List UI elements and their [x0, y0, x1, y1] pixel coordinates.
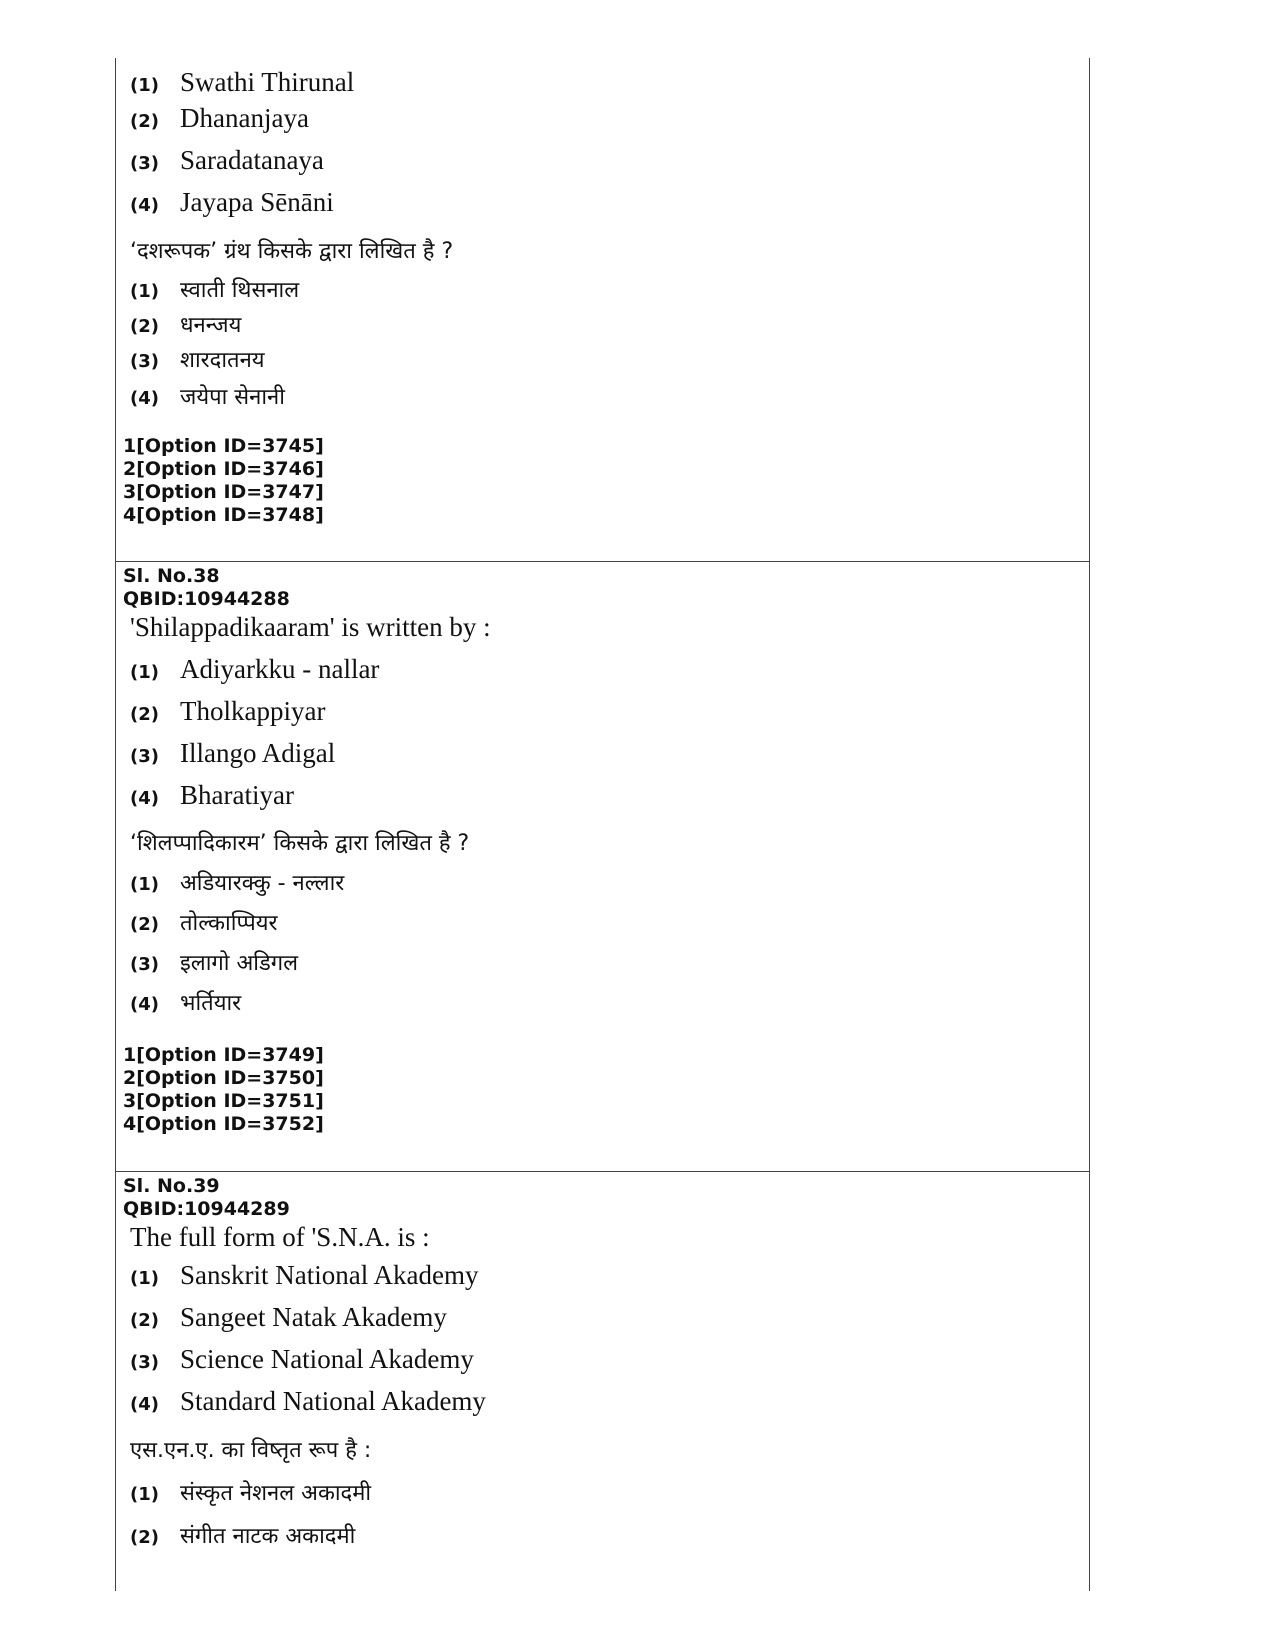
option-hi-2 — [130, 907, 277, 937]
option-hi-2 — [130, 309, 241, 339]
option-id-list — [123, 435, 324, 527]
option-id: 3[Option ID=3747] — [123, 481, 324, 503]
option-en-1 — [130, 654, 379, 685]
option-number: (1) — [130, 1268, 159, 1289]
question-38 — [116, 562, 1089, 1172]
option-id: 2[Option ID=3746] — [123, 458, 324, 480]
option-en-3 — [130, 1344, 474, 1375]
option-number: (2) — [130, 1310, 159, 1331]
question-header — [123, 1175, 290, 1221]
option-hi-1 — [130, 274, 299, 304]
option-number: (4) — [130, 195, 159, 216]
option-number: (3) — [130, 954, 159, 975]
option-en-2 — [130, 103, 309, 134]
option-hi-1 — [130, 867, 344, 897]
option-hi-2 — [130, 1520, 355, 1550]
option-text: Jayapa Sēnāni — [180, 187, 334, 217]
option-text: Tholkappiyar — [180, 696, 326, 726]
option-text: Adiyarkku - nallar — [180, 654, 380, 684]
option-number: (2) — [130, 316, 159, 337]
option-number: (4) — [130, 994, 159, 1015]
option-hi-4 — [130, 381, 285, 411]
option-en-4 — [130, 1386, 486, 1417]
option-id: 4[Option ID=3752] — [123, 1113, 324, 1135]
option-number: (1) — [130, 281, 159, 302]
option-number: (2) — [130, 914, 159, 935]
option-en-2 — [130, 696, 325, 727]
option-text: स्वाती थिसनाल — [180, 278, 300, 303]
serial-number: Sl. No.38 — [123, 565, 220, 587]
option-en-1 — [130, 1260, 478, 1291]
question-header — [123, 565, 290, 611]
option-text: Standard National Akademy — [180, 1386, 486, 1416]
option-en-3 — [130, 145, 324, 176]
option-number: (1) — [130, 662, 159, 683]
option-number: (3) — [130, 153, 159, 174]
option-hi-4 — [130, 987, 241, 1017]
question-text-hindi: ‘दशरूपक’ ग्रंथ किसके द्वारा लिखित है ? — [130, 239, 454, 264]
option-text: Sanskrit National Akademy — [180, 1260, 479, 1290]
question-paper-frame — [115, 58, 1090, 1591]
question-text-hindi: ‘शिलप्पादिकारम’ किसके द्वारा लिखित है ? — [130, 831, 470, 856]
option-text: Dhananjaya — [180, 103, 309, 133]
option-text: शारदातनय — [180, 348, 265, 373]
question-39 — [116, 1172, 1089, 1590]
question-37 — [116, 58, 1089, 595]
option-text: भर्तियार — [180, 991, 242, 1016]
option-number: (4) — [130, 1394, 159, 1415]
option-text: Swathi Thirunal — [180, 67, 355, 97]
option-text: Sangeet Natak Akademy — [180, 1302, 447, 1332]
option-number: (2) — [130, 704, 159, 725]
option-text: संगीत नाटक अकादमी — [180, 1524, 356, 1549]
option-id: 3[Option ID=3751] — [123, 1090, 324, 1112]
option-number: (1) — [130, 874, 159, 895]
option-number: (2) — [130, 111, 159, 132]
option-text: Science National Akademy — [180, 1344, 474, 1374]
option-id: 1[Option ID=3749] — [123, 1044, 324, 1066]
qbid: QBID:10944289 — [123, 1198, 290, 1220]
question-text-english: The full form of 'S.N.A. is : — [130, 1222, 430, 1252]
serial-number: Sl. No.39 — [123, 1175, 220, 1197]
option-text: Illango Adigal — [180, 738, 336, 768]
option-text: इलागो अडिगल — [180, 951, 299, 976]
option-text: धनन्जय — [180, 313, 242, 338]
option-en-3 — [130, 738, 335, 769]
option-id-list — [123, 1044, 324, 1136]
option-number: (3) — [130, 351, 159, 372]
option-id: 2[Option ID=3750] — [123, 1067, 324, 1089]
option-en-4 — [130, 187, 334, 218]
option-number: (3) — [130, 746, 159, 767]
option-text: संस्कृत नेशनल अकादमी — [180, 1481, 372, 1506]
option-en-2 — [130, 1302, 447, 1333]
question-text-english: 'Shilappadikaaram' is written by : — [130, 612, 491, 642]
option-text: तोल्काप्पियर — [180, 911, 278, 936]
option-number: (4) — [130, 388, 159, 409]
option-number: (3) — [130, 1352, 159, 1373]
option-number: (1) — [130, 1484, 159, 1505]
option-hi-3 — [130, 947, 298, 977]
option-id: 4[Option ID=3748] — [123, 504, 324, 526]
option-text: अडियारक्कु - नल्लार — [180, 871, 345, 896]
option-id: 1[Option ID=3745] — [123, 435, 324, 457]
option-text: Bharatiyar — [180, 780, 294, 810]
option-number: (2) — [130, 1527, 159, 1548]
qbid: QBID:10944288 — [123, 588, 290, 610]
option-text: जयेपा सेनानी — [180, 385, 285, 410]
option-number: (1) — [130, 75, 159, 96]
option-hi-3 — [130, 344, 265, 374]
option-en-1 — [130, 67, 354, 98]
option-number: (4) — [130, 788, 159, 809]
option-text: Saradatanaya — [180, 145, 324, 175]
option-en-4 — [130, 780, 294, 811]
question-text-hindi: एस.एन.ए. का विष्तृत रूप है : — [130, 1438, 372, 1463]
option-hi-1 — [130, 1477, 371, 1507]
